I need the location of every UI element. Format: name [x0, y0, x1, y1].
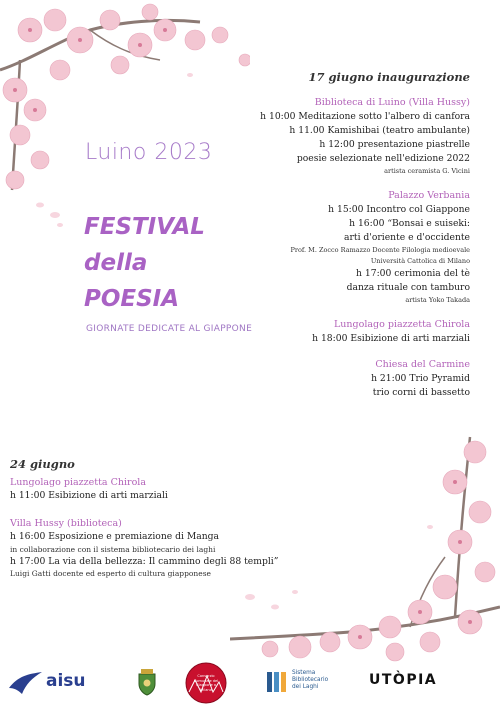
day2-heading: 24 giugno [10, 457, 75, 471]
title-poesia: POESIA [84, 286, 180, 312]
venue-villa-hussy: Villa Hussy (biblioteca) [10, 517, 122, 529]
day1-heading: 17 giugno inaugurazione [308, 70, 470, 84]
sistema-bibliotecario-logo [266, 670, 356, 696]
sponsor-logos [0, 658, 500, 707]
subtitle: GIORNATE DEDICATE AL GIAPPONE [86, 324, 253, 334]
event-note: artista Yoko Takada [405, 296, 470, 304]
consorzio-logo [185, 662, 227, 704]
consorzio-label: Consorzio Comunale del Giappone a Milano [193, 674, 219, 692]
bird-icon [8, 670, 44, 696]
event-line: danza rituale con tamburo [346, 282, 470, 293]
event-note: Luigi Gatti docente ed esperto di cultura giapponese [10, 569, 211, 578]
event-line: h 17:00 cerimonia del tè [356, 268, 470, 279]
event-note: Prof. M. Zocco Ramazzo Docente Filologia medioevale [290, 246, 470, 254]
venue-chiesa-carmine: Chiesa del Carmine [375, 359, 470, 370]
venue-lungolago-24: Lungolago piazzetta Chirola [10, 476, 146, 488]
venue-palazzo-verbania: Palazzo Verbania [388, 190, 470, 201]
event-note: in collaborazione con il sistema bibliotecario dei laghi [10, 544, 216, 554]
municipal-crest-icon [136, 668, 158, 696]
event-line: h 16:00 Esposizione e premiazione di Manga [10, 531, 219, 542]
day2-program [10, 458, 310, 579]
event-line: h 11.00 Kamishibai (teatro ambulante) [289, 125, 470, 136]
event-line: h 18:00 Esibizione di arti marziali [312, 333, 470, 344]
sbl-line: Bibliotecario [292, 677, 329, 683]
event-line: h 21:00 Trio Pyramid [371, 373, 470, 384]
event-line: h 16:00 “Bonsai e suiseki: [349, 218, 470, 229]
day1-program [210, 70, 470, 400]
aisu-logo [8, 670, 88, 696]
library-icon [266, 670, 288, 694]
title-festival: FESTIVAL [84, 214, 205, 240]
event-line: h 12:00 presentazione piastrelle [319, 139, 470, 150]
event-line: h 15:00 Incontro col Giappone [328, 204, 470, 215]
event-line: trio corni di bassetto [372, 387, 470, 398]
venue-biblioteca: Biblioteca di Luino (Villa Hussy) [314, 97, 470, 108]
sbl-line: Sistema [292, 670, 316, 676]
event-line: h 17:00 La via della bellezza: Il cammino degli 88 templi” [10, 555, 279, 567]
title-della: della [84, 250, 148, 276]
sbl-line: dei Laghi [292, 684, 319, 690]
utopia-logo: UTÒPIA [369, 672, 438, 688]
city-year: Luino 2023 [85, 140, 213, 165]
event-line: arti d'oriente e d'occidente [344, 232, 470, 243]
aisu-wordmark: aisu [46, 671, 86, 691]
event-line: poesie selezionate nell'edizione 2022 [296, 153, 470, 164]
event-note: Università Cattolica di Milano [370, 257, 470, 265]
event-line: h 11:00 Esibizione di arti marziali [10, 490, 168, 501]
event-note: artista ceramista G. Vicini [384, 167, 470, 175]
event-line: h 10:00 Meditazione sotto l'albero di canfora [260, 111, 470, 122]
venue-lungolago: Lungolago piazzetta Chirola [334, 319, 470, 330]
